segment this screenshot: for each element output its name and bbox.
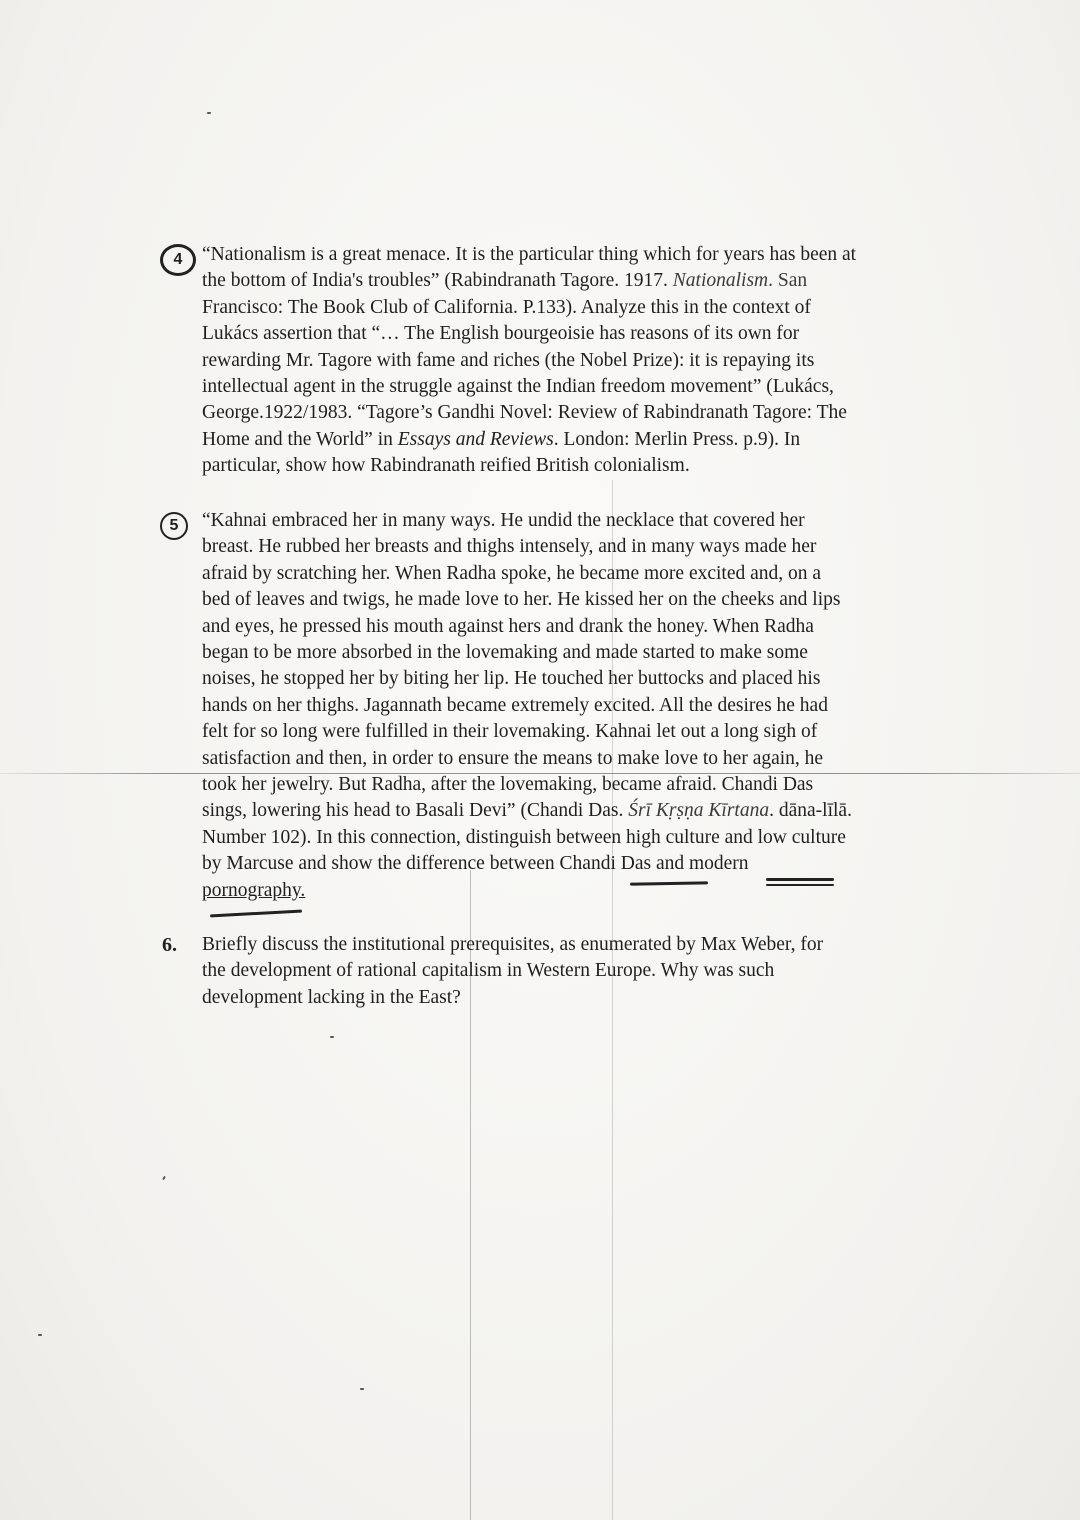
question-number: 6. [162,934,177,956]
question-5 [202,508,962,904]
scan-speck [162,1176,166,1180]
question-line: “Kahnai embraced her in many ways. He undid the necklace that covered her [202,510,805,531]
question-line: Home and the World” in Essays and Reviews. London: Merlin Press. p.9). In [202,428,801,450]
scan-speck [360,1388,364,1390]
question-line: George.1922/1983. “Tagore’s Gandhi Novel: Review of Rabindranath Tagore: The [202,402,847,424]
scan-speck [38,1334,42,1336]
question-number-circle [160,512,188,540]
question-number: 4 [173,251,183,268]
pen-underline-mark [210,910,302,918]
scan-speck [207,112,211,114]
question-6 [162,932,962,1011]
question-line: by Marcuse and show the difference between Chandi Das and modern [202,853,749,875]
question-line: Lukács assertion that “… The English bourgeoisie has reasons of its own for [202,323,800,345]
question-number-circle [160,244,196,276]
book-title: Nationalism [672,270,769,292]
question-line: afraid by scratching her. When Radha spoke, he became more excited and, on a [202,562,822,584]
question-line: development lacking in the East? [202,986,461,1008]
question-line: Number 102). In this connection, distinguish between high culture and low culture [202,826,846,848]
scan-speck [330,1036,334,1038]
question-line: hands on her thighs. Jagannath became extremely excited. All the desires he had [202,694,828,716]
question-line: bed of leaves and twigs, he made love to her. He kissed her on the cheeks and lips [202,589,841,611]
question-line: the development of rational capitalism in Western Europe. Why was such [202,960,775,982]
question-line: noises, he stopped her by biting her lip. He touched her buttocks and placed his [202,668,821,690]
book-title: Śrī Kṛṣṇa Kīrtana [628,800,770,822]
question-line: intellectual agent in the struggle against the Indian freedom movement” (Lukács, [202,376,834,398]
question-line: “Nationalism is a great menace. It is the particular thing which for years has been at [202,244,857,265]
question-number: 5 [169,517,179,534]
question-line: satisfaction and then, in order to ensure the means to make love to her again, he [202,747,824,769]
question-line: Briefly discuss the institutional prerequisites, as enumerated by Max Weber, for [202,934,824,955]
question-line: the bottom of India's troubles” (Rabindranath Tagore. 1917. Nationalism. San [202,270,808,292]
question-line: breast. He rubbed her breasts and thighs intensely, and in many ways made her [202,536,817,558]
question-line: pornography. [202,879,306,901]
question-line: took her jewelry. But Radha, after the lovemaking, became afraid. Chandi Das [202,774,814,796]
question-line: felt for so long were fulfilled in their lovemaking. Kahnai let out a long sigh of [202,721,818,743]
question-line: particular, show how Rabindranath reified British colonialism. [202,455,690,477]
question-line: and eyes, he pressed his mouth against hers and drank the honey. When Radha [202,615,814,637]
question-4 [202,242,962,480]
question-line: rewarding Mr. Tagore with fame and riches (the Nobel Prize): it is repaying its [202,349,815,371]
question-line: sings, lowering his head to Basali Devi” (Chandi Das. Śrī Kṛṣṇa Kīrtana. dāna-līlā. [202,800,852,822]
question-line: began to be more absorbed in the lovemaking and made started to make some [202,642,808,664]
question-line: Francisco: The Book Club of California. P.133). Analyze this in the context of [202,296,811,318]
book-title: Essays and Reviews [397,428,554,450]
